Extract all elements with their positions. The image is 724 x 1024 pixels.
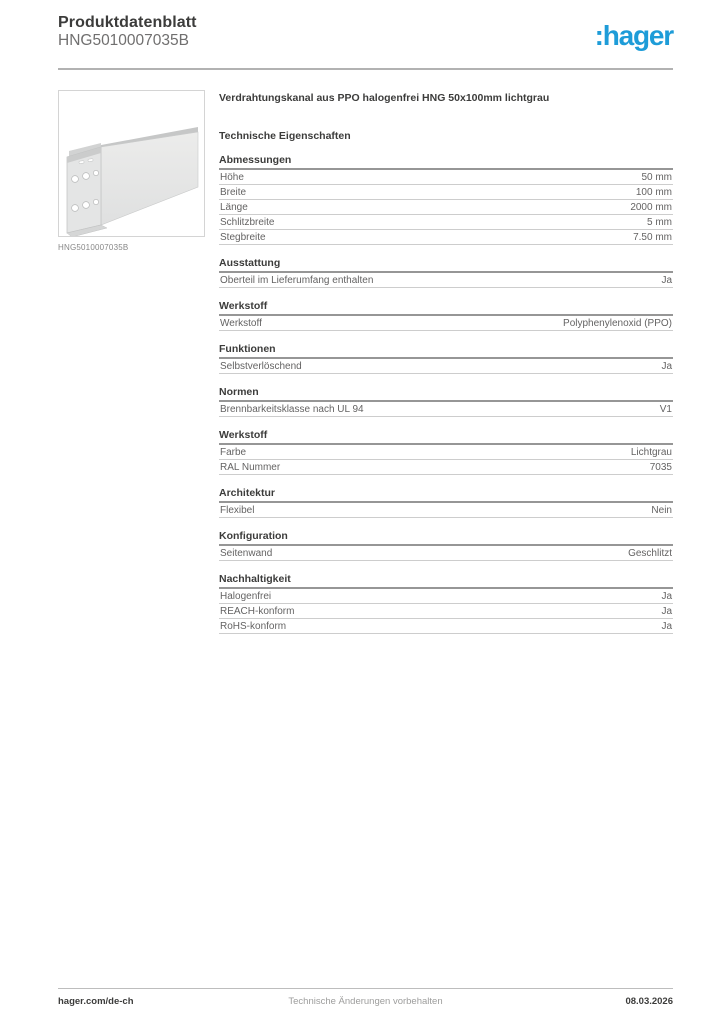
spec-row [219, 316, 673, 331]
spec-value: Geschlitzt [628, 548, 672, 559]
section-title: Nachhaltigkeit [219, 573, 673, 589]
section-title: Werkstoff [219, 300, 673, 316]
spec-section [219, 154, 673, 245]
spec-row [219, 359, 673, 374]
spec-value: 7035 [649, 462, 672, 473]
footer-disclaimer: Technische Änderungen vorbehalten [288, 996, 443, 1007]
spec-value: 2000 mm [630, 202, 672, 213]
tech-properties-heading: Technische Eigenschaften [219, 130, 351, 142]
spec-label: Oberteil im Lieferumfang enthalten [220, 275, 374, 286]
spec-label: Werkstoff [220, 318, 262, 329]
footer [58, 988, 673, 1007]
section-rows [219, 546, 673, 561]
spec-section [219, 386, 673, 417]
spec-value: V1 [659, 404, 672, 415]
header-product-code: HNG5010007035B [58, 32, 189, 49]
spec-row [219, 273, 673, 288]
spec-label: REACH-konform [220, 606, 295, 617]
spec-value: 50 mm [641, 172, 672, 183]
hager-logo: :hager [594, 20, 673, 51]
spec-value: 5 mm [647, 217, 672, 228]
spec-value: Ja [661, 361, 672, 372]
spec-label: Selbstverlöschend [220, 361, 302, 372]
section-rows [219, 503, 673, 518]
spec-row [219, 185, 673, 200]
spec-value: Polyphenylenoxid (PPO) [563, 318, 672, 329]
spec-section [219, 300, 673, 331]
spec-label: Länge [220, 202, 248, 213]
header [58, 13, 197, 50]
spec-label: Flexibel [220, 505, 255, 516]
spec-section [219, 343, 673, 374]
section-title: Konfiguration [219, 530, 673, 546]
product-image-frame [58, 90, 205, 237]
section-rows [219, 170, 673, 245]
footer-website-link[interactable]: hager.com/de-ch [58, 996, 134, 1007]
spec-label: RoHS-konform [220, 621, 287, 632]
main-content [58, 90, 673, 634]
spec-row [219, 546, 673, 561]
spec-value: Ja [661, 275, 672, 286]
spec-row [219, 589, 673, 604]
spec-label: RAL Nummer [220, 462, 281, 473]
spec-section [219, 487, 673, 518]
spec-row [219, 619, 673, 634]
specs-column [219, 90, 673, 634]
section-rows [219, 402, 673, 417]
spec-value: Ja [661, 606, 672, 617]
spec-section [219, 429, 673, 475]
section-title: Abmessungen [219, 154, 673, 170]
product-title: Verdrahtungskanal aus PPO halogenfrei HNG 50x100mm lichtgrau [219, 92, 550, 104]
section-title: Normen [219, 386, 673, 402]
spec-value: Ja [661, 621, 672, 632]
spec-label: Höhe [220, 172, 244, 183]
spec-value: Lichtgrau [630, 447, 672, 458]
spec-row [219, 503, 673, 518]
header-divider [58, 68, 673, 70]
wiring-duct-image [59, 91, 204, 236]
section-rows [219, 273, 673, 288]
spec-section [219, 573, 673, 634]
spec-value: 100 mm [635, 187, 672, 198]
section-rows [219, 589, 673, 634]
section-rows [219, 359, 673, 374]
spec-label: Schlitzbreite [220, 217, 275, 228]
doc-type-title: Produktdatenblatt [58, 14, 197, 31]
spec-value: Nein [651, 505, 672, 516]
spec-row [219, 402, 673, 417]
product-image-column [58, 90, 205, 634]
spec-section [219, 530, 673, 561]
section-rows [219, 316, 673, 331]
spec-sections [219, 154, 673, 634]
spec-label: Farbe [220, 447, 247, 458]
product-image-caption: HNG5010007035B [58, 243, 129, 252]
spec-row [219, 200, 673, 215]
section-title: Funktionen [219, 343, 673, 359]
spec-section [219, 257, 673, 288]
spec-value: 7.50 mm [633, 232, 672, 243]
section-title: Ausstattung [219, 257, 673, 273]
section-rows [219, 445, 673, 475]
footer-date: 08.03.2026 [625, 996, 673, 1007]
spec-label: Stegbreite [220, 232, 266, 243]
spec-label: Breite [220, 187, 247, 198]
spec-label: Brennbarkeitsklasse nach UL 94 [220, 404, 364, 415]
spec-row [219, 460, 673, 475]
spec-label: Halogenfrei [220, 591, 272, 602]
section-title: Architektur [219, 487, 673, 503]
spec-row [219, 170, 673, 185]
section-title: Werkstoff [219, 429, 673, 445]
spec-row [219, 215, 673, 230]
spec-label: Seitenwand [220, 548, 273, 559]
spec-value: Ja [661, 591, 672, 602]
spec-row [219, 445, 673, 460]
spec-row [219, 230, 673, 245]
spec-row [219, 604, 673, 619]
